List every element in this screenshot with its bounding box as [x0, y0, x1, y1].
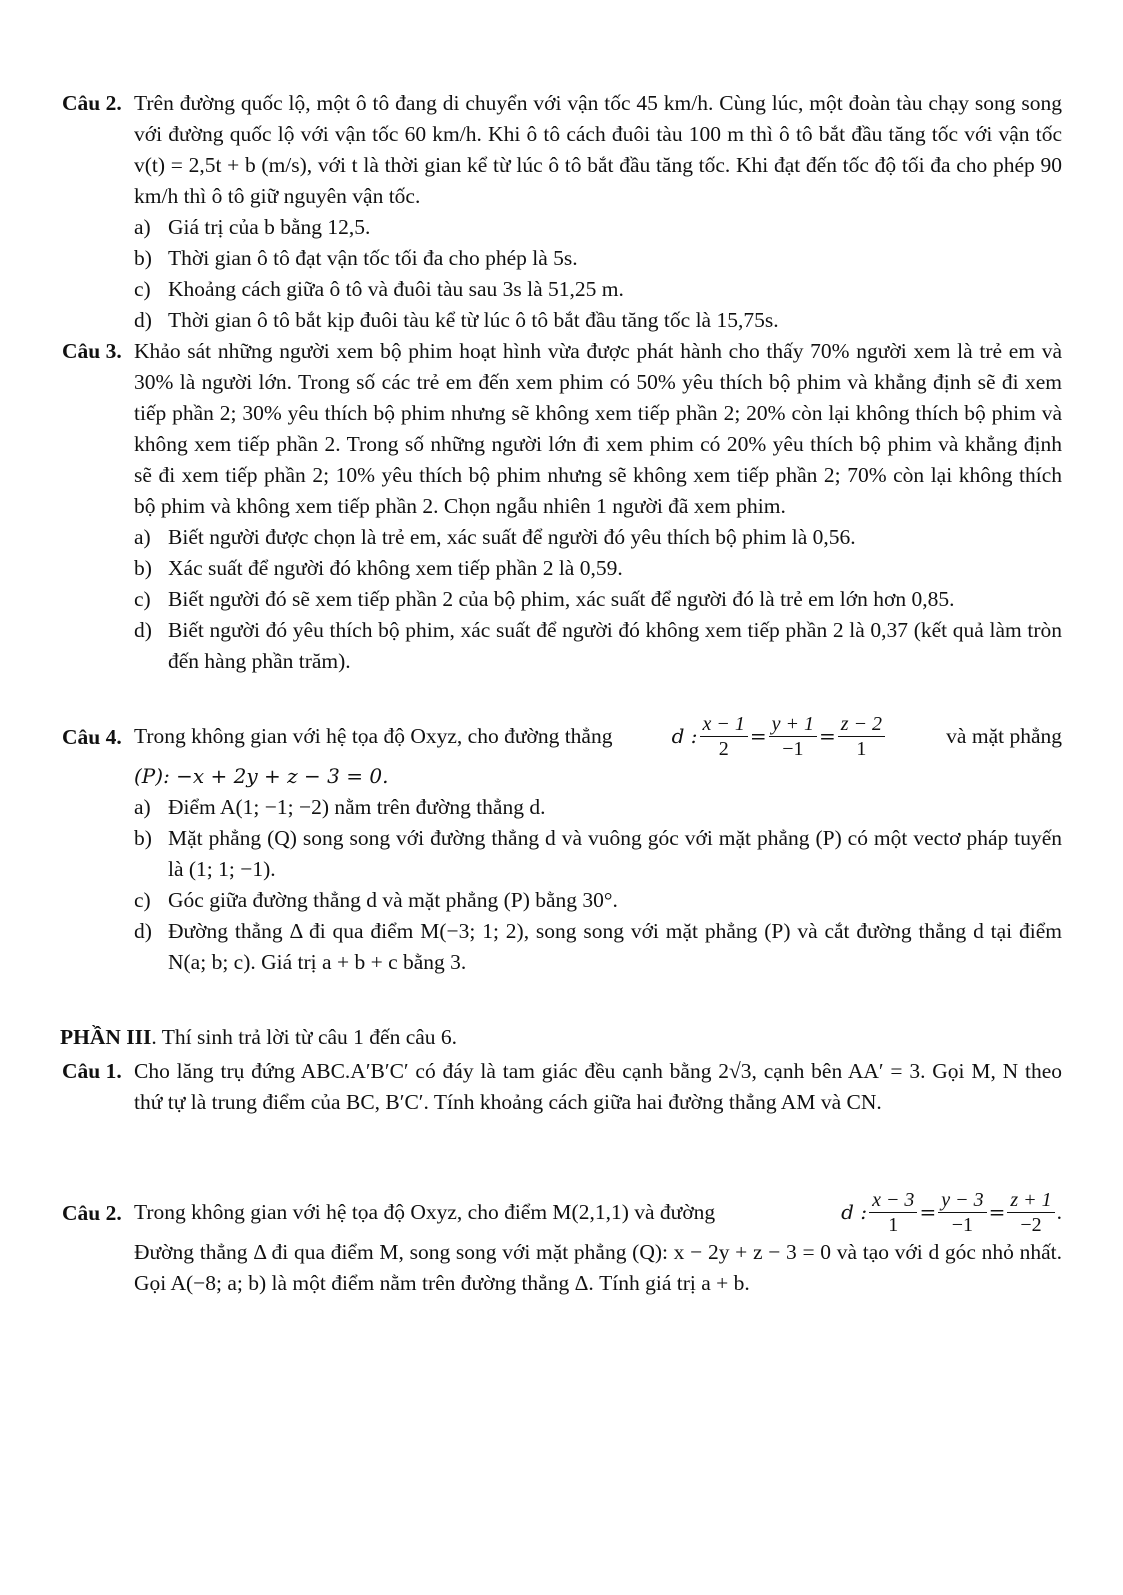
section-title: PHẦN III — [60, 1025, 152, 1049]
question-intro-line — [134, 1188, 1062, 1237]
option-d — [134, 615, 1062, 677]
line-name: d : — [841, 1200, 868, 1224]
option-a — [134, 792, 1062, 823]
numerator: x − 3 — [869, 1188, 917, 1213]
option-key: a) — [134, 795, 151, 819]
numerator: y + 1 — [769, 712, 817, 737]
equals-sign: = — [988, 1200, 1006, 1224]
option-key: d) — [134, 919, 152, 943]
period: . — [1056, 1200, 1062, 1224]
question-text: Khảo sát những người xem bộ phim hoạt hình vừa được phát hành cho thấy 70% người xem là trẻ em và 30% là người lớn. Trong số các trẻ em đến xem phim có 50% yêu thích bộ phim và khẳng định sẽ đi xem tiếp phần 2; 30% yêu thích bộ phim nhưng sẽ không xem tiếp phần 2; 20% còn lại không thích bộ phim và không xem tiếp phần 2. Trong số những người lớn đi xem phim có 20% yêu thích bộ phim và khẳng định sẽ đi xem tiếp phần 2; 10% yêu thích bộ phim nhưng sẽ không xem tiếp phần 2; 70% còn lại không thích bộ phim và không xem tiếp phần 2. Chọn ngẫu nhiên 1 người đã xem phim. — [134, 339, 1062, 518]
option-list — [134, 522, 1062, 677]
fraction-y — [769, 712, 817, 761]
option-key: a) — [134, 215, 151, 239]
option-c — [134, 274, 1062, 305]
plane-equation-text: (P): −x + 2y + z − 3 = 0. — [134, 764, 389, 788]
option-key: a) — [134, 525, 151, 549]
equals-sign: = — [749, 724, 767, 748]
option-d — [134, 305, 1062, 336]
option-b — [134, 553, 1062, 584]
numerator: x − 1 — [700, 712, 748, 737]
question-intro-tail: và mặt phẳng — [946, 724, 1062, 748]
numerator: z − 2 — [838, 712, 885, 737]
question-2-car-train — [62, 88, 1062, 336]
part3-question-1-prism — [62, 1056, 1062, 1118]
option-text: Biết người được chọn là trẻ em, xác suất để người đó yêu thích bộ phim là 0,56. — [168, 525, 856, 549]
line-equation — [672, 712, 887, 761]
option-key: b) — [134, 556, 152, 580]
option-text: Khoảng cách giữa ô tô và đuôi tàu sau 3s là 51,25 m. — [168, 277, 624, 301]
option-text: Góc giữa đường thẳng d và mặt phẳng (P) bằng 30°. — [168, 888, 618, 912]
denominator: 2 — [718, 738, 729, 760]
denominator: 1 — [888, 1214, 899, 1236]
numerator: y − 3 — [938, 1188, 986, 1213]
option-d — [134, 916, 1062, 978]
question-label: Câu 1. — [62, 1059, 122, 1083]
fraction-x — [869, 1188, 917, 1237]
line-equation — [841, 1188, 1062, 1237]
option-c — [134, 885, 1062, 916]
section-3-heading — [60, 1022, 457, 1053]
option-text: Thời gian ô tô đạt vận tốc tối đa cho phép là 5s. — [168, 246, 578, 270]
line-name: d : — [671, 724, 698, 748]
option-key: b) — [134, 246, 152, 270]
option-list — [134, 212, 1062, 336]
option-text: Biết người đó yêu thích bộ phim, xác suất để người đó không xem tiếp phần 2 là 0,37 (kết quả làm tròn đến hàng phần trăm). — [168, 618, 1062, 673]
part3-question-2-line — [62, 1188, 1062, 1299]
fraction-z — [838, 712, 885, 761]
option-b — [134, 823, 1062, 885]
option-b — [134, 243, 1062, 274]
fraction-z — [1007, 1188, 1054, 1237]
option-key: c) — [134, 587, 151, 611]
question-intro: Trong không gian với hệ tọa độ Oxyz, cho điểm M(2,1,1) và đường — [134, 1200, 716, 1224]
option-text: Mặt phẳng (Q) song song với đường thẳng d và vuông góc với mặt phẳng (P) có một vectơ pháp tuyến là (1; 1; −1). — [168, 826, 1062, 881]
question-label: Câu 3. — [62, 339, 122, 363]
question-3-movie-survey — [62, 336, 1062, 677]
equals-sign: = — [819, 724, 836, 748]
question-text: Đường thẳng Δ đi qua điểm M, song song với mặt phẳng (Q): x − 2y + z − 3 = 0 và tạo với d góc nhỏ nhất. Gọi A(−8; a; b) là một điểm nằm trên đường thẳng Δ. Tính giá trị a + b. — [134, 1240, 1062, 1295]
question-4-line-plane — [62, 712, 1062, 978]
option-key: b) — [134, 826, 152, 850]
question-intro: Trong không gian với hệ tọa độ Oxyz, cho đường thẳng — [134, 724, 613, 748]
option-text: Biết người đó sẽ xem tiếp phần 2 của bộ phim, xác suất để người đó là trẻ em lớn hơn 0,85. — [168, 587, 955, 611]
option-list — [134, 792, 1062, 978]
question-text: Trên đường quốc lộ, một ô tô đang di chuyển với vận tốc 45 km/h. Cùng lúc, một đoàn tàu chạy song song với đường quốc lộ với vận tốc 60 km/h. Khi ô tô cách đuôi tàu 100 m thì ô tô bắt đầu tăng tốc với vận tốc v(t) = 2,5t + b (m/s), với t là thời gian kể từ lúc ô tô bắt đầu tăng tốc. Khi đạt đến tốc độ tối đa cho phép 90 km/h thì ô tô giữ nguyên vận tốc. — [134, 91, 1062, 208]
denominator: 1 — [856, 738, 867, 760]
question-label: Câu 2. — [62, 1201, 122, 1225]
question-label: Câu 4. — [62, 725, 122, 749]
option-key: d) — [134, 618, 152, 642]
option-key: d) — [134, 308, 152, 332]
plane-equation — [134, 761, 1062, 792]
option-a — [134, 522, 1062, 553]
fraction-x — [700, 712, 748, 761]
denominator: −1 — [782, 738, 804, 760]
option-text: Thời gian ô tô bắt kịp đuôi tàu kể từ lúc ô tô bắt đầu tăng tốc là 15,75s. — [168, 308, 779, 332]
option-text: Điểm A(1; −1; −2) nằm trên đường thẳng d. — [168, 795, 546, 819]
option-key: c) — [134, 277, 151, 301]
option-text: Giá trị của b bằng 12,5. — [168, 215, 371, 239]
denominator: −2 — [1020, 1214, 1042, 1236]
numerator: z + 1 — [1007, 1188, 1054, 1213]
question-text: Cho lăng trụ đứng ABC.A′B′C′ có đáy là tam giác đều cạnh bằng 2√3, cạnh bên AA′ = 3. Gọi M, N theo thứ tự là trung điểm của BC, B′C′. Tính khoảng cách giữa hai đường thẳng AM và CN. — [134, 1059, 1062, 1114]
option-text: Xác suất để người đó không xem tiếp phần 2 là 0,59. — [168, 556, 623, 580]
option-text: Đường thẳng Δ đi qua điểm M(−3; 1; 2), song song với mặt phẳng (P) và cắt đường thẳng d tại điểm N(a; b; c). Giá trị a + b + c bằng 3. — [168, 919, 1062, 974]
option-key: c) — [134, 888, 151, 912]
question-intro-line — [134, 712, 1062, 761]
option-c — [134, 584, 1062, 615]
denominator: −1 — [951, 1214, 974, 1236]
section-instructions: . Thí sinh trả lời từ câu 1 đến câu 6. — [151, 1025, 458, 1049]
equals-sign: = — [919, 1200, 937, 1224]
option-a — [134, 212, 1062, 243]
fraction-y — [938, 1188, 986, 1237]
question-label: Câu 2. — [62, 91, 122, 115]
